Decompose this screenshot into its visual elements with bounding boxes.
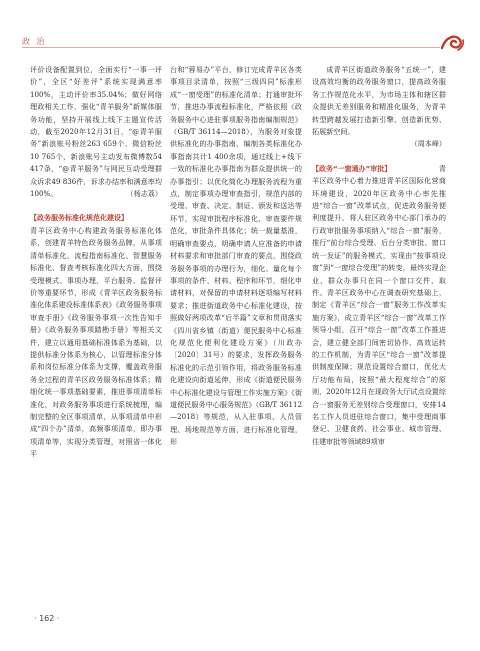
author-signature: （杨志荔） [126, 189, 162, 199]
paragraph: 台和“蓉易办”平台，修订完成青羊区各类事项目录清单，按照“三级四同”标准形成“一窗受理”的标准化清单；打通审批环节，推进办事流程标准化，严格依照《政务服务中心进驻事项服务指南编制规范》（GB/T 36114—2018），为服务对象提供标准化的办事指南，编制各类标准化办事指南共计1 400余项，通过线上+线下一致的标准化办事指南为群众提供统一的办事指引；以优化简化办理服务流程为重点，制定事项办理审查指引，规范内部的受理、审查、决定、制证、颁发和送达等环节，实现审批程序标准化，审查要件规范化，审批条件具体化；统一裁量基准，明确审查要点，明确申请人应准备的申请材料要求和审批部门审查的要点，围绕政务服务事项的办理行为，细化、量化每个事项的条件、材料、程序和环节，细化申请材料，对保留的申请材料逐项编写材料要求；推进街道政务中心标准化建设，按照做好两项改革“后半篇”文章和贯彻落实《四川省乡镇（街道）便民服务中心标准化规范化便利化建设方案》（川政办〔2020〕31号）的要求，发挥政务服务标准化的示范引领作用，将政务服务标准化建设向街道延伸，形成《街道便民服务中心标准化建设与管理工作实施方案》《街道便民服务中心服务规范》（GB/T 36112—2018）等规范，从入驻事项、人员管理、场地规范等方面，进行标准化管理，形 [170, 65, 302, 447]
paragraph: 羊区政务中心着力推进青羊区国际化营商环境建设，2020年区政务中心率先推进“综合一窗”改革试点，促进政务服务便利度提升，将人驻区政务中心部门承办的行政审批服务事项纳入“综合一窗”服务，推行“前台综合受理、后台分类审批、窗口统一发证”的服务模式，实现由“按事项设窗”到“一窗综合受理”的转变，最终实现企业、群众办事只在同一个窗口交件、取件。青羊区政务中心在调查研究基础上，制定《青羊区“综合一窗”服务工作改革实施方案》，成立青羊区“综合一窗”改革工作领导小组，召开“综合一窗”改革工作推进会，建立健全部门间密切协作、高效运转的工作机制，为青羊区“综合一窗”改革提供制度保障；规范设置综合窗口，优化大厅功能布局，按照“最大程度综合”的原则，2020年12月在现政务大厅试点设置综合一窗服务无差别综合受理窗口，安排14名工作人员进驻综合窗口，集中受理商事登记、卫健食药、社会事业、城市管理、住建审批等领域89项审 [312, 176, 446, 446]
paragraph: 青羊区政务中心构建政务服务标准化体系，创建青羊特色政务服务品牌，从事项清单标准化、流程指南标准化、智慧服务标准化、督查考核标准化四大方面，围绕受理模式、事项办理、平台服务、监督评价等重要环节，形成《青羊区政务服务标准化体系建设标准体系表》《政务服务事项审查手册》《政务服务事项一次性告知手册》《政务服务事项踏勘手册》等相关文件，建立以通用基础标准体系为基础，以提供标准分体系为核心，以管理标准分体系和岗位标准分体系为支撑，覆盖政务服务全过程的青羊区政务服务标准体系；精细化统一事项基础要素，推进事项清单标准化，对政务服务事项进行系统梳理，编制完整的全区事项清单，从事项清单中形成“四个办”清单，高频事项清单，即办事项清单等，实现分类管理，对照省一体化平 [30, 225, 162, 459]
running-header: 政 治 [22, 37, 47, 46]
header-rule [22, 47, 440, 48]
text-column-3 [312, 64, 446, 448]
page-number: · 162 · [34, 614, 60, 623]
section-title: 【政务“一窗通办”审批】 [312, 164, 392, 173]
paragraph [312, 163, 446, 175]
paragraph: 成青羊区街道政务服务“五统一”，建设高效均衡的政务服务窗口，提高政务服务工作规范化水平，为市场主体和辖区群众提供无差别服务和精准化服务，为青羊转型跨越发展打造新引擎、创造新优势、拓展新空间。 [312, 65, 446, 137]
page-header [0, 0, 480, 52]
text-column-2 [170, 64, 302, 449]
text-column-1 [30, 64, 162, 461]
decorative-swirl-icon [438, 28, 466, 56]
paragraph: 评价设备配置到位，全面实行“一事一评价”，全区“好差评”系统实现满意率100%，主动评价率35.04%；做好网络理政相关工作，强化“青羊服务”新媒体服务功能，坚持开展线上线下主题宣传活动，截至2020年12月31日，“@青羊服务”新浪账号粉丝263 659个、微信粉丝10 765个，新浪账号主动发布微博数54 417条，“@青羊服务”与网民互动受理群众诉求49 836件，诉求办结率和满意率均100%。 （杨志荔） [30, 64, 162, 200]
lead-character: 青 [438, 163, 446, 173]
section-title: 【政务服务标准化规范化建设】 [30, 214, 128, 223]
author-signature: （周本峰） [410, 139, 446, 149]
